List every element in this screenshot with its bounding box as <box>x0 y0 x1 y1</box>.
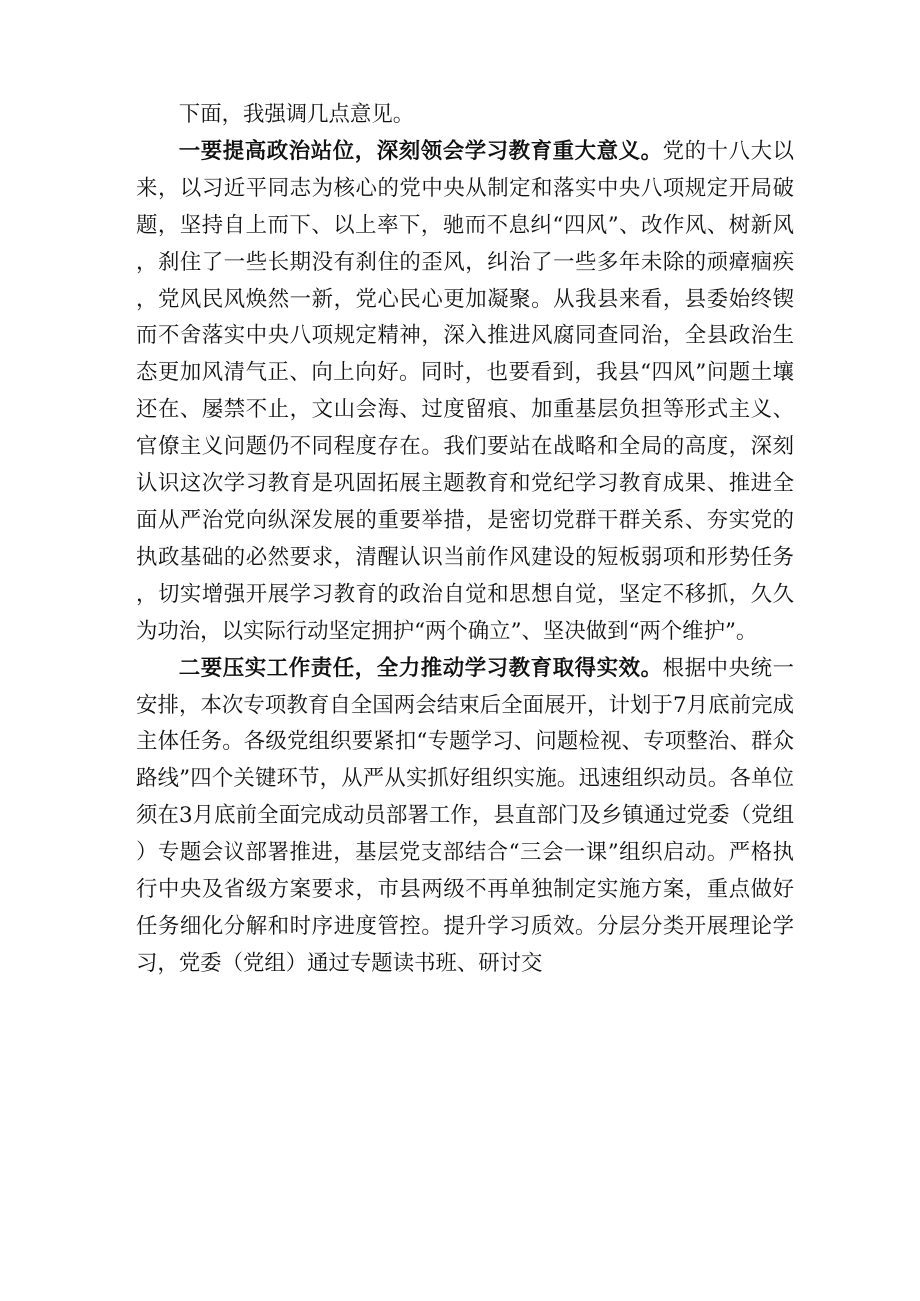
paragraph-text: 根据中央统一安排，本次专项教育自全国两会结束后全面展开，计划于7月底前完成主体任务。各级党组织要紧扣“专题学习、问题检视、专项整治、群众路线”四个关键环节，从严从实抓好组织实施。迅速组织动员。各单位须在3月底前全面完成动员部署工作，县直部门及乡镇通过党委（党组）专题会议部署推进，基层党支部结合“三会一课”组织启动。严格执行中央及省级方案要求，市县两级不再单独制定实施方案，重点做好任务细化分解和时序进度管控。提升学习质效。分层分类开展理论学习，党委（党组）通过专题读书班、研讨交 <box>136 655 794 976</box>
paragraph-point-one <box>136 134 794 651</box>
paragraph-lead: 二要压实工作责任，全力推动学习教育取得实效。 <box>178 655 663 681</box>
document-page <box>136 97 794 983</box>
paragraph-point-two <box>136 651 794 983</box>
paragraph-text: 下面，我强调几点意见。 <box>178 102 415 127</box>
paragraph-text: 党的十八大以来，以习近平同志为核心的党中央从制定和落实中央八项规定开局破题，坚持自上而下、以上率下，驰而不息纠“四风”、改作风、树新风，刹住了一些长期没有刹住的歪风，纠治了一些多年未除的顽瘴痼疾，党风民风焕然一新，党心民心更加凝聚。从我县来看，县委始终锲而不舍落实中央八项规定精神，深入推进风腐同查同治，全县政治生态更加风清气正、向上向好。同时，也要看到，我县“四风”问题土壤还在、屡禁不止，文山会海、过度留痕、加重基层负担等形式主义、官僚主义问题仍不同程度存在。我们要站在战略和全局的高度，深刻认识这次学习教育是巩固拓展主题教育和党纪学习教育成果、推进全面从严治党向纵深发展的重要举措，是密切党群干群关系、夯实党的执政基础的必然要求，清醒认识当前作风建设的短板弱项和形势任务，切实增强开展学习教育的政治自觉和思想自觉，坚定不移抓，久久为功治，以实际行动坚定拥护“两个确立”、坚决做到“两个维护”。 <box>136 138 794 644</box>
paragraph-intro <box>136 97 794 134</box>
paragraph-lead: 一要提高政治站位，深刻领会学习教育重大意义。 <box>178 138 663 164</box>
